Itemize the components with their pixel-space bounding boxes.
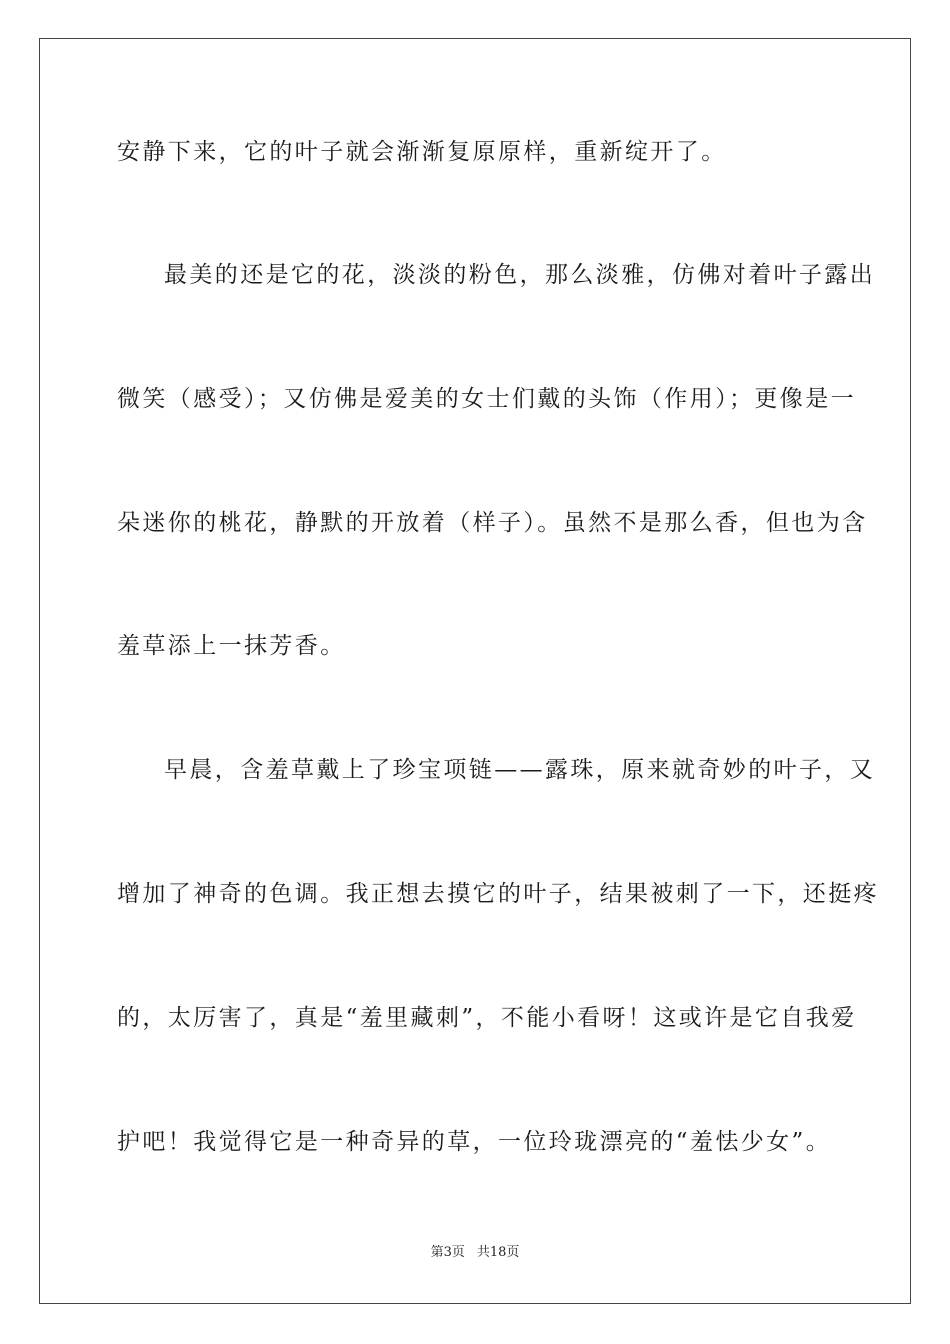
text-line-8: 的，太厉害了，真是“羞里藏刺”，不能小看呀！这或许是它自我爱 bbox=[117, 1005, 857, 1031]
page-footer bbox=[0, 1244, 950, 1262]
text-line-7: 增加了神奇的色调。我正想去摸它的叶子，结果被刺了一下，还挺疼 bbox=[117, 881, 879, 907]
text-line-6: 早晨，含羞草戴上了珍宝项链——露珠，原来就奇妙的叶子，又 bbox=[164, 757, 876, 783]
text-line-1: 安静下来，它的叶子就会渐渐复原原样，重新绽开了。 bbox=[117, 139, 727, 165]
page-total: 共18页 bbox=[476, 1245, 520, 1260]
page-number: 第3页 bbox=[430, 1245, 465, 1260]
page-border bbox=[39, 38, 911, 1304]
text-line-4: 朵迷你的桃花，静默的开放着（样子）。虽然不是那么香，但也为含 bbox=[117, 510, 868, 536]
text-line-9: 护吧！我觉得它是一种奇异的草，一位玲珑漂亮的“羞怯少女”。 bbox=[117, 1129, 832, 1155]
text-line-5: 羞草添上一抹芳香。 bbox=[117, 633, 346, 659]
text-line-2: 最美的还是它的花，淡淡的粉色，那么淡雅，仿佛对着叶子露出 bbox=[164, 262, 876, 288]
text-line-3: 微笑（感受）；又仿佛是爱美的女士们戴的头饰（作用）；更像是一 bbox=[117, 386, 856, 412]
